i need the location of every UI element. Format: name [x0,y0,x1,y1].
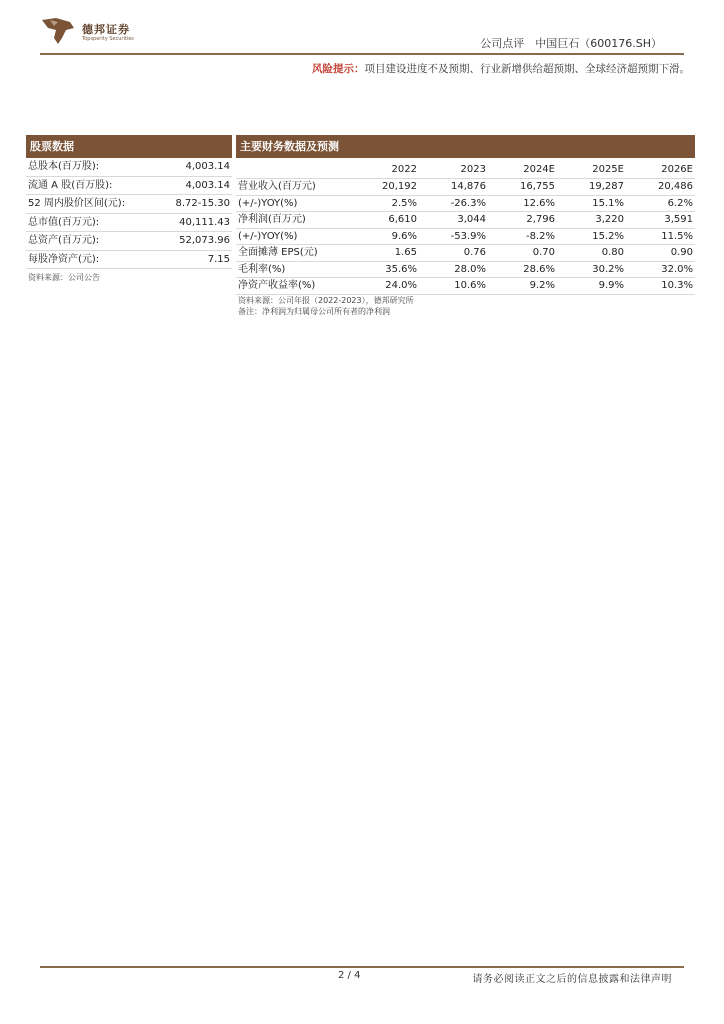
row-label: (+/-)YOY(%) [238,230,298,242]
table-row [26,177,232,196]
stock-data-table [26,135,232,283]
column-header: 2023 [460,164,486,175]
table-row [26,158,232,177]
cell-value: 1.65 [394,247,417,258]
cell-value: 30.2% [592,263,624,275]
row-value: 40,111.43 [179,216,230,228]
cell-value: 3,220 [595,214,624,225]
cell-value: 2.5% [391,197,417,209]
table-row [236,229,695,246]
cell-value: 9.2% [529,280,555,291]
stock-data-source: 资料来源：公司公告 [28,273,100,282]
column-header: 2025E [592,164,624,175]
cell-value: 11.5% [661,230,693,242]
cell-value: -8.2% [525,230,555,242]
row-label: 流通 A 股(百万股): [28,179,113,191]
table-row [26,214,232,233]
column-header: 2024E [523,164,555,175]
row-value: 52,073.96 [179,235,230,246]
cell-value: 0.90 [670,247,693,258]
risk-text: 项目建设进度不及预期、行业新增供给超预期、全球经济超预期下滑。 [364,63,690,75]
row-value: 4,003.14 [185,179,230,191]
cell-value: 20,486 [658,181,693,192]
cell-value: 9.9% [598,280,624,291]
risk-label: 风险提示： [312,63,365,75]
header-divider [40,53,684,55]
row-label: 全面摊薄 EPS(元) [238,247,318,258]
row-label: 总市值(百万元): [28,216,100,228]
cell-value: 0.80 [601,247,624,258]
table-row [26,195,232,214]
logo-text-en: Topsperity Securities [82,36,134,42]
cell-value: 3,591 [664,214,693,225]
cell-value: 2,796 [526,214,555,225]
column-header [236,161,348,178]
cell-value: 10.3% [661,280,693,291]
table-row [236,245,695,262]
row-value: 4,003.14 [185,161,230,172]
footer-divider [40,966,684,968]
row-label: 净资产收益率(%) [238,280,316,291]
financials-table [236,135,695,317]
footer-disclaimer: 请务必阅读正文之后的信息披露和法律声明 [472,974,672,985]
cell-value: 32.0% [661,263,693,275]
cell-value: -53.9% [450,230,486,242]
column-header: 2022 [391,164,417,175]
row-label: 净利润(百万元) [238,214,306,225]
cell-value: 15.2% [592,230,624,242]
cell-value: 15.1% [592,197,624,209]
logo-icon [40,16,78,46]
company-logo [40,16,170,46]
row-label: 52 周内股价区间(元): [28,198,126,209]
cell-value: 0.70 [532,247,555,258]
row-label: 毛利率(%) [238,263,286,275]
table-row [236,262,695,279]
financials-header-row [236,161,695,179]
cell-value: 6,610 [388,214,417,225]
cell-value: 3,044 [457,214,486,225]
cell-value: 10.6% [454,280,486,291]
cell-value: 12.6% [523,197,555,209]
cell-value: 28.6% [523,263,555,275]
table-row [236,196,695,213]
row-label: 总资产(百万元): [28,235,100,246]
financials-source: 资料来源：公司年报（2022-2023），德邦研究所 [238,295,414,305]
cell-value: 0.76 [463,247,486,258]
table-row [236,212,695,229]
column-header: 2026E [661,164,693,175]
cell-value: 14,876 [451,181,486,192]
row-label: 每股净资产(元): [28,253,100,265]
row-label: (+/-)YOY(%) [238,197,298,209]
page-number: 2 / 4 [338,970,361,981]
cell-value: 35.6% [385,263,417,275]
cell-value: -26.3% [450,197,486,209]
table-row [236,179,695,196]
row-value: 7.15 [207,253,230,265]
cell-value: 6.2% [667,197,693,209]
financials-note: 备注：净利润为归属母公司所有者的净利润 [238,306,390,316]
report-tag: 公司点评 中国巨石（600176.SH） [480,37,662,50]
stock-data-title: 股票数据 [26,135,232,158]
cell-value: 24.0% [385,280,417,291]
cell-value: 9.6% [391,230,417,242]
cell-value: 20,192 [382,181,417,192]
logo-text-cn: 德邦证券 [82,23,130,36]
row-value: 8.72-15.30 [175,198,230,209]
risk-warning [312,61,690,76]
table-row [236,278,695,295]
table-row [26,232,232,251]
financials-title: 主要财务数据及预测 [236,135,695,158]
cell-value: 28.0% [454,263,486,275]
row-label: 总股本(百万股): [28,161,100,172]
cell-value: 16,755 [520,181,555,192]
cell-value: 19,287 [589,181,624,192]
row-label: 营业收入(百万元) [238,181,316,192]
table-row [26,251,232,270]
